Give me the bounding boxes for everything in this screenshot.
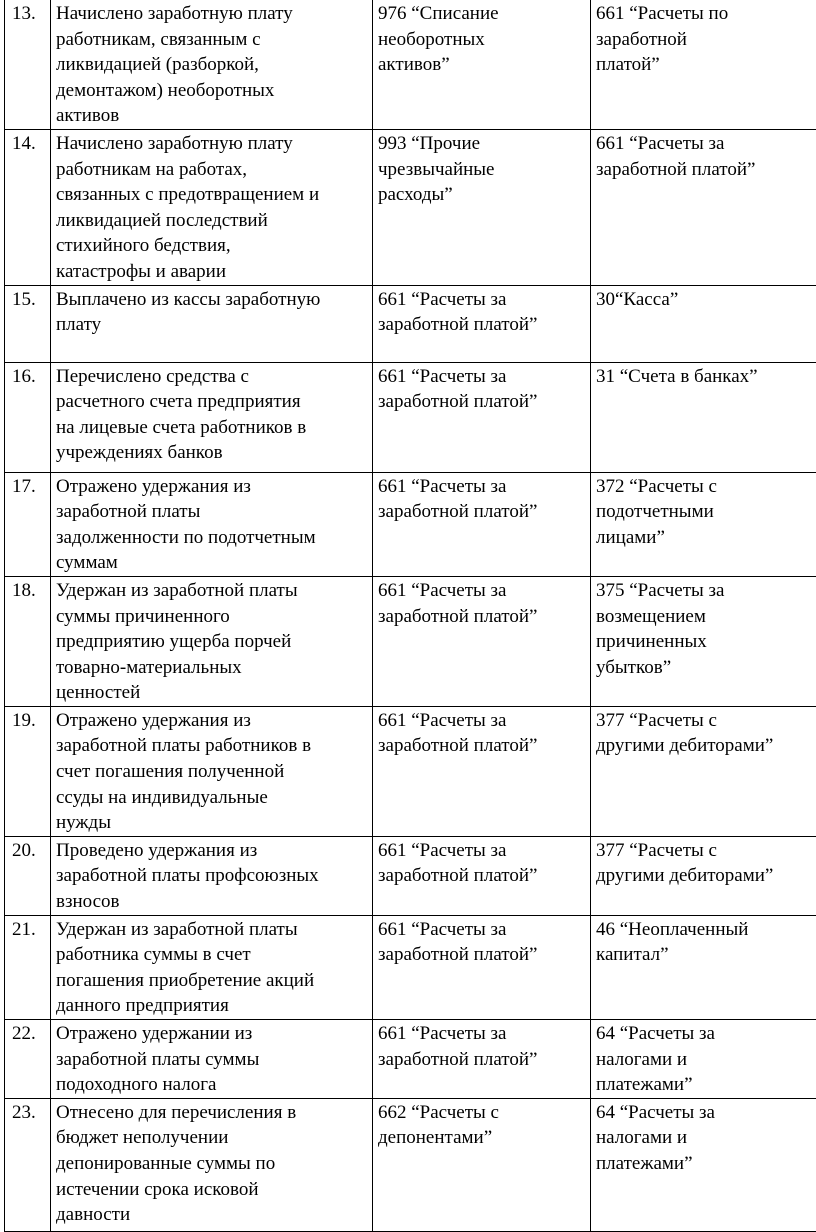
table-row	[5, 362, 816, 472]
credit-account: 377 “Расчеты с другими дебиторами”	[591, 836, 816, 915]
debit-account: 661 “Расчеты за заработной платой”	[373, 472, 591, 576]
debit-account: 976 “Списание необоротных активов”	[373, 0, 591, 129]
row-number: 23.	[5, 1098, 51, 1231]
credit-account: 30“Касса”	[591, 285, 816, 362]
table-row	[5, 129, 816, 285]
credit-account: 661 “Расчеты по заработной платой”	[591, 0, 816, 129]
credit-account: 661 “Расчеты за заработной платой”	[591, 129, 816, 285]
row-number: 19.	[5, 706, 51, 836]
operation-text: Отражено удержания из заработной платы задолженности по подотчетным суммам	[51, 472, 373, 576]
table-row	[5, 576, 816, 706]
row-number: 15.	[5, 285, 51, 362]
debit-account: 993 “Прочие чрезвычайные расходы”	[373, 129, 591, 285]
credit-account: 64 “Расчеты за налогами и платежами”	[591, 1098, 816, 1231]
credit-account: 46 “Неоплаченный капитал”	[591, 915, 816, 1019]
table-row	[5, 915, 816, 1019]
row-number: 18.	[5, 576, 51, 706]
row-number: 14.	[5, 129, 51, 285]
debit-account: 661 “Расчеты за заработной платой”	[373, 285, 591, 362]
table-row	[5, 1098, 816, 1231]
row-number: 21.	[5, 915, 51, 1019]
operation-text: Начислено заработную плату работникам, связанным с ликвидацией (разборкой, демонтажом) необоротных активов	[51, 0, 373, 129]
debit-account: 661 “Расчеты за заработной платой”	[373, 706, 591, 836]
credit-account: 64 “Расчеты за налогами и платежами”	[591, 1020, 816, 1099]
debit-account: 661 “Расчеты за заработной платой”	[373, 915, 591, 1019]
debit-account: 661 “Расчеты за заработной платой”	[373, 576, 591, 706]
row-number: 13.	[5, 0, 51, 129]
operation-text: Начислено заработную плату работникам на работах, связанных с предотвращением и ликвидацией последствий стихийного бедствия, катастрофы и аварии	[51, 129, 373, 285]
operation-text: Удержан из заработной платы суммы причиненного предприятию ущерба порчей товарно-материальных ценностей	[51, 576, 373, 706]
operation-text: Перечислено средства с расчетного счета предприятия на лицевые счета работников в учреждениях банков	[51, 362, 373, 472]
credit-account: 31 “Счета в банках”	[591, 362, 816, 472]
table-row	[5, 285, 816, 362]
operation-text: Выплачено из кассы заработную плату	[51, 285, 373, 362]
credit-account: 375 “Расчеты за возмещением причиненных убытков”	[591, 576, 816, 706]
debit-account: 661 “Расчеты за заработной платой”	[373, 1020, 591, 1099]
credit-account: 377 “Расчеты с другими дебиторами”	[591, 706, 816, 836]
debit-account: 662 “Расчеты с депонентами”	[373, 1098, 591, 1231]
debit-account: 661 “Расчеты за заработной платой”	[373, 362, 591, 472]
table-row	[5, 706, 816, 836]
operation-text: Проведено удержания из заработной платы профсоюзных взносов	[51, 836, 373, 915]
operation-text: Удержан из заработной платы работника суммы в счет погашения приобретение акций данного предприятия	[51, 915, 373, 1019]
debit-account: 661 “Расчеты за заработной платой”	[373, 836, 591, 915]
operation-text: Отражено удержании из заработной платы суммы подоходного налога	[51, 1020, 373, 1099]
row-number: 20.	[5, 836, 51, 915]
table-body	[5, 0, 816, 1231]
row-number: 17.	[5, 472, 51, 576]
table-row	[5, 472, 816, 576]
table-row	[5, 836, 816, 915]
operation-text: Отнесено для перечисления в бюджет неполучении депонированные суммы по истечении срока исковой давности	[51, 1098, 373, 1231]
credit-account: 372 “Расчеты с подотчетными лицами”	[591, 472, 816, 576]
accounting-entries-table	[4, 0, 816, 1232]
row-number: 22.	[5, 1020, 51, 1099]
table-row	[5, 1020, 816, 1099]
table-row	[5, 0, 816, 129]
operation-text: Отражено удержания из заработной платы работников в счет погашения полученной ссуды на индивидуальные нужды	[51, 706, 373, 836]
row-number: 16.	[5, 362, 51, 472]
